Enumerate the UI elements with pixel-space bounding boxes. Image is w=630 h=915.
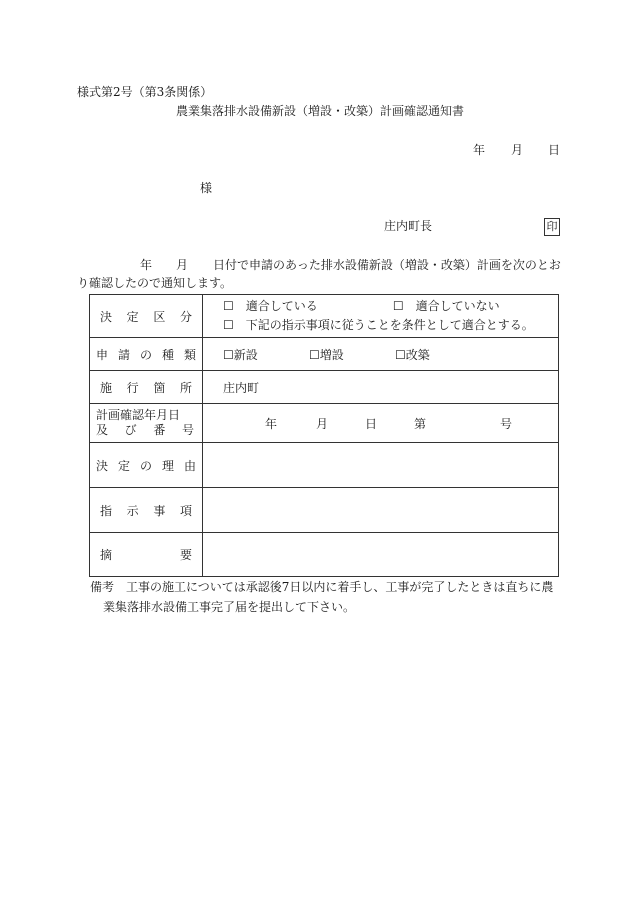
confirmation-label: 計画確認年月日 及 び 番 号 bbox=[90, 404, 203, 443]
instructions-field[interactable] bbox=[203, 488, 559, 533]
confirmation-value bbox=[203, 404, 559, 443]
confirm-month: 月 bbox=[316, 416, 329, 431]
confirmation-table bbox=[89, 294, 559, 577]
option-renovation[interactable]: ☐改築 bbox=[395, 347, 430, 362]
location-label: 施 行 箇 所 bbox=[90, 371, 203, 404]
reason-label: 決 定 の 理 由 bbox=[90, 443, 203, 488]
row-location bbox=[90, 371, 559, 404]
confirm-year: 年 bbox=[265, 416, 278, 431]
sender-name: 庄内町長 bbox=[384, 219, 433, 233]
addressee-suffix: 様 bbox=[200, 181, 213, 195]
kind-options bbox=[203, 338, 559, 371]
decision-options bbox=[203, 295, 559, 338]
option-extension[interactable]: ☐増設 bbox=[309, 347, 344, 362]
instructions-label: 指 示 事 項 bbox=[90, 488, 203, 533]
intro-text-line2: り確認したので通知します。 bbox=[77, 276, 233, 290]
remarks-label: 摘 要 bbox=[90, 533, 203, 577]
date-month-label: 月 bbox=[511, 143, 524, 157]
confirm-dai: 第 bbox=[414, 416, 427, 431]
date-day-label: 日 bbox=[548, 143, 561, 157]
seal-mark: 印 bbox=[544, 218, 560, 236]
row-confirmation bbox=[90, 404, 559, 443]
decision-label: 決 定 区 分 bbox=[90, 295, 203, 338]
note-line2: 業集落排水設備工事完了届を提出して下さい。 bbox=[103, 600, 356, 614]
confirm-go: 号 bbox=[500, 416, 513, 431]
date-year-label: 年 bbox=[473, 143, 486, 157]
intro-month: 月 bbox=[176, 258, 189, 272]
note-line1: 備考 工事の施工については承認後7日以内に着手し、工事が完了したときは直ちに農 bbox=[90, 580, 554, 594]
option-noncompliant[interactable]: ☐ 適合していない bbox=[392, 299, 500, 313]
row-instructions bbox=[90, 488, 559, 533]
option-conditional[interactable]: ☐ 下記の指示事項に従うことを条件として適合とする。 bbox=[223, 318, 534, 332]
reason-field[interactable] bbox=[203, 443, 559, 488]
row-kind bbox=[90, 338, 559, 371]
option-new[interactable]: ☐新設 bbox=[223, 347, 258, 362]
row-reason bbox=[90, 443, 559, 488]
confirm-day: 日 bbox=[365, 416, 378, 431]
intro-year: 年 bbox=[140, 258, 153, 272]
form-number: 様式第2号（第3条関係） bbox=[77, 85, 213, 99]
intro-text: 日付で申請のあった排水設備新設（増設・改築）計画を次のとお bbox=[213, 258, 561, 272]
document-title: 農業集落排水設備新設（増設・改築）計画確認通知書 bbox=[176, 104, 465, 118]
option-compliant[interactable]: ☐ 適合している bbox=[223, 299, 318, 313]
remarks-field[interactable] bbox=[203, 533, 559, 577]
kind-label: 申 請 の 種 類 bbox=[90, 338, 203, 371]
location-value: 庄内町 bbox=[203, 371, 559, 404]
row-decision bbox=[90, 295, 559, 338]
row-remarks bbox=[90, 533, 559, 577]
